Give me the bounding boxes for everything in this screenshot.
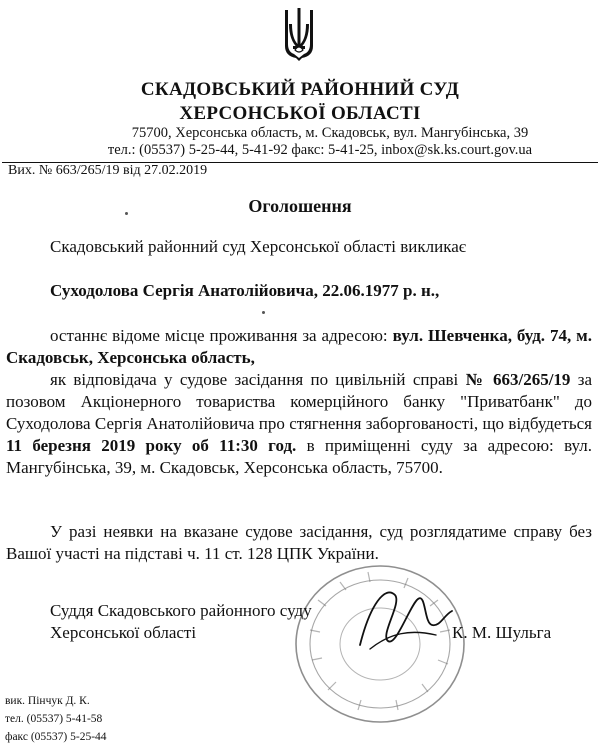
outgoing-number: Вих. № 663/265/19 від 27.02.2019 [8, 163, 208, 178]
judge-position-line2: Херсонської області [50, 623, 197, 642]
hearing-text-3: в приміщенні суду за адресою: вул. Мангубінська, 39, м. Скадовськ, Херсонська область, 75700. [6, 436, 592, 477]
intro-paragraph: Скадовський районний суд Херсонської області викликає [50, 237, 467, 256]
scan-speck [125, 212, 128, 215]
trident-icon [282, 6, 316, 62]
address-paragraph [6, 325, 592, 369]
hearing-text-1: як відповідача у судове засідання по цивільній справі [50, 370, 466, 389]
address-prefix: останнє відоме місце проживання за адресою: [50, 326, 393, 345]
hearing-text-2: за позовом Акціонерного товариства комерційного банку "Приватбанк" до Суходолова Сергія Анатолійовича про стягнення заборгованості, що відбудеться [6, 370, 592, 433]
court-address: 75700, Херсонська область, м. Скадовськ, вул. Мангубінська, 39 [131, 125, 529, 141]
judge-position-line1: Суддя Скадовського районного суду [50, 601, 312, 620]
absence-paragraph: У разі неявки на вказане судове засідання, суд розглядатиме справу без Вашої участі на підставі ч. 11 ст. 128 ЦПК України. [6, 522, 592, 563]
scan-speck [262, 311, 265, 314]
court-contacts: тел.: (05537) 5-25-44, 5-41-92 факс: 5-41-25, inbox@sk.ks.court.gov.ua [107, 142, 533, 158]
court-name-line1: СКАДОВСЬКИЙ РАЙОННИЙ СУД [140, 79, 460, 100]
hearing-paragraph [6, 369, 592, 479]
judge-name: К. М. Шульга [452, 623, 552, 642]
document-title: Оголошення [248, 196, 352, 216]
summoned-person: Суходолова Сергія Анатолійовича, 22.06.1977 р. н., [50, 281, 440, 300]
executor-fax: факс (05537) 5-25-44 [5, 731, 107, 743]
hearing-datetime: 11 березня 2019 року об 11:30 год. [6, 436, 297, 455]
case-number: № 663/265/19 [465, 370, 571, 389]
judge-position [50, 600, 380, 644]
address-value: вул. Шевченка, буд. 74, м. Скадовськ, Херсонська область, [6, 326, 593, 367]
executor-phone: тел. (05537) 5-41-58 [5, 713, 103, 725]
court-name-line2: ХЕРСОНСЬКОЇ ОБЛАСТІ [179, 103, 421, 124]
executor-name: вик. Пінчук Д. К. [5, 695, 90, 707]
